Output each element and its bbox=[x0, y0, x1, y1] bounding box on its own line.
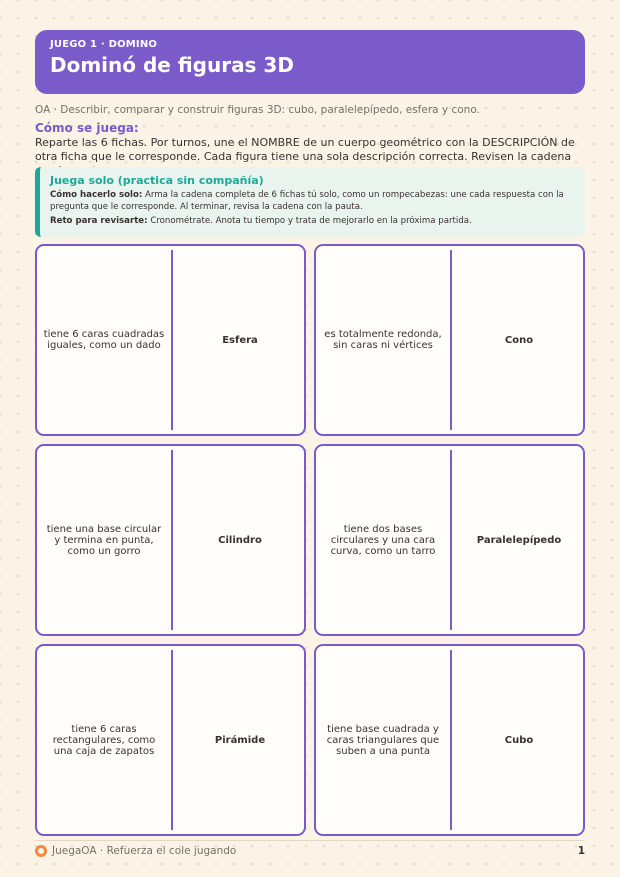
solo-how-paragraph bbox=[50, 190, 575, 213]
tile-name: Esfera bbox=[222, 334, 258, 346]
solo-how-text: Arma la cadena completa de 6 fichas tú solo, como un rompecabezas: une cada respuesta con la pregunta que le corresponde. Al terminar, revisa la cadena con la pauta. bbox=[50, 190, 564, 212]
game-header bbox=[35, 30, 585, 94]
tile-name: Cono bbox=[504, 334, 534, 346]
brand-logo-icon bbox=[35, 845, 47, 857]
tile-name: Paralelepípedo bbox=[476, 534, 562, 546]
domino-tile bbox=[314, 444, 585, 636]
tile-name: Cilindro bbox=[218, 534, 262, 546]
domino-tile bbox=[314, 644, 585, 836]
page-title: Dominó de figuras 3D bbox=[50, 53, 294, 77]
domino-tile bbox=[35, 444, 306, 636]
solo-title: Juega solo (practica sin compañía) bbox=[50, 174, 264, 187]
tile-description: tiene dos bases circulares y una cara curva, como un tarro bbox=[330, 523, 436, 557]
domino-tile bbox=[35, 644, 306, 836]
how-to-title: Cómo se juega: bbox=[35, 121, 139, 135]
tile-description: tiene base cuadrada y caras triangulares que suben a una punta bbox=[326, 723, 440, 757]
solo-challenge-text: Cronométrate. Anota tu tiempo y trata de mejorarlo en la próxima partida. bbox=[150, 216, 472, 226]
tile-name: Cubo bbox=[504, 734, 534, 746]
solo-challenge-label: Reto para revisarte: bbox=[50, 216, 148, 226]
footer-brand: JuegaOA · Refuerza el cole jugando bbox=[52, 845, 237, 857]
domino-tile bbox=[35, 244, 306, 436]
tile-description: tiene 6 caras rectangulares, como una caja de zapatos bbox=[52, 723, 156, 757]
tile-name: Pirámide bbox=[214, 734, 266, 746]
solo-challenge-paragraph bbox=[50, 216, 575, 228]
solo-play-box bbox=[35, 167, 585, 237]
page-number: 1 bbox=[577, 845, 585, 857]
tile-description: tiene una base circular y termina en punta, como un gorro bbox=[46, 523, 162, 557]
learning-objective: OA · Describir, comparar y construir figuras 3D: cubo, paralelepípedo, esfera y cono. bbox=[35, 104, 480, 116]
footer-divider bbox=[35, 840, 585, 841]
tile-description: es totalmente redonda, sin caras ni vértices bbox=[324, 329, 442, 351]
game-kicker: JUEGO 1 · DOMINO bbox=[50, 39, 158, 50]
how-to-text: Reparte las 6 fichas. Por turnos, une el NOMBRE de un cuerpo geométrico con la DESCRIPCIÓN de otra ficha que le corresponde. Cada figura tiene una sola descripción correcta. Revisen la cadena bbox=[35, 136, 575, 163]
solo-how-label: Cómo hacerlo solo: bbox=[50, 190, 143, 200]
tile-description: tiene 6 caras cuadradas iguales, como un dado bbox=[43, 329, 165, 351]
domino-tile bbox=[314, 244, 585, 436]
footer bbox=[35, 843, 585, 859]
